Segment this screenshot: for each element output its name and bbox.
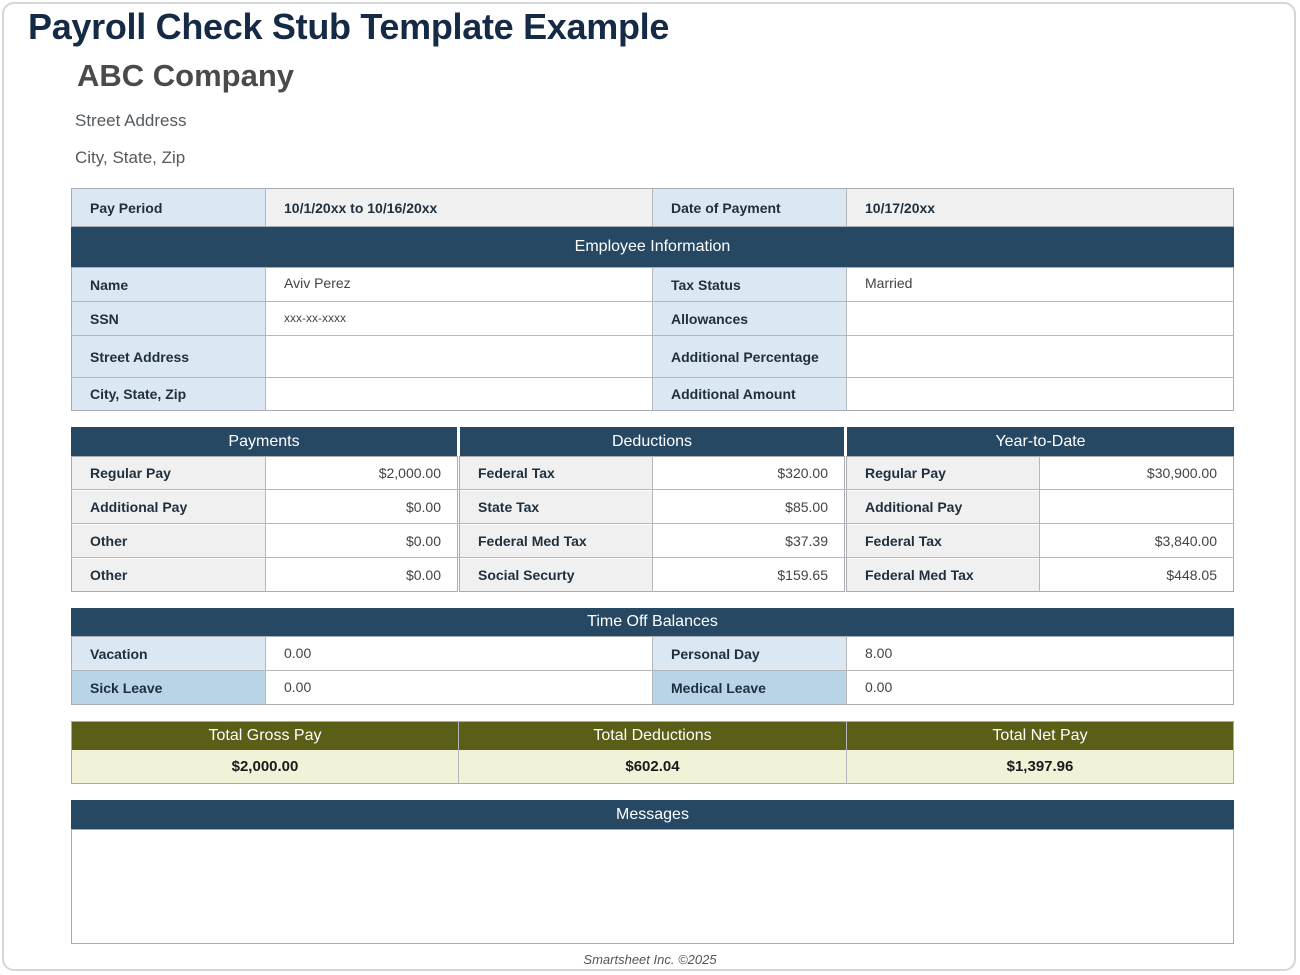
deductions-row-value[interactable]: $37.39 <box>785 533 828 549</box>
employee-grid-divider <box>846 267 847 411</box>
vacation-label: Vacation <box>72 637 265 670</box>
additional-amount-value[interactable] <box>847 378 1233 410</box>
employee-street-value[interactable] <box>266 336 652 377</box>
total-deductions-value[interactable]: $602.04 <box>459 750 846 783</box>
tax-status-value[interactable]: Married <box>847 268 1233 301</box>
ytd-row-label: Additional Pay <box>847 491 1039 523</box>
deductions-row-value[interactable]: $159.65 <box>777 567 828 583</box>
deductions-row-label: Federal Med Tax <box>460 525 652 557</box>
time-off-header: Time Off Balances <box>71 608 1234 636</box>
deductions-row-value[interactable]: $320.00 <box>777 465 828 481</box>
employee-name-label: Name <box>72 268 265 301</box>
payments-row-value[interactable]: $0.00 <box>405 499 441 515</box>
allowances-label: Allowances <box>653 302 846 335</box>
messages-header: Messages <box>71 800 1234 829</box>
employee-city-value[interactable] <box>266 378 652 410</box>
table-grid-divider <box>71 489 1234 490</box>
total-net-pay-label: Total Net Pay <box>847 722 1233 750</box>
sick-leave-label: Sick Leave <box>72 671 265 704</box>
employee-city-label: City, State, Zip <box>72 378 265 410</box>
ytd-row-label: Federal Med Tax <box>847 559 1039 591</box>
ytd-row-value[interactable]: $3,840.00 <box>1154 533 1217 549</box>
date-of-payment-label: Date of Payment <box>652 189 846 226</box>
additional-amount-label: Additional Amount <box>653 378 846 410</box>
company-street-address[interactable]: Street Address <box>75 111 187 130</box>
totals-grid-divider <box>458 721 459 784</box>
deductions-row-label: State Tax <box>460 491 652 523</box>
employee-street-label: Street Address <box>72 336 265 377</box>
copyright-footer: Smartsheet Inc. ©2025 <box>583 952 717 967</box>
payments-row-label: Additional Pay <box>72 491 265 523</box>
sick-leave-value[interactable]: 0.00 <box>284 679 312 695</box>
date-of-payment-value[interactable]: 10/17/20xx <box>846 189 1233 226</box>
pay-period-value[interactable]: 10/1/20xx to 10/16/20xx <box>265 189 652 226</box>
employee-grid-divider <box>652 267 653 411</box>
deductions-row-label: Federal Tax <box>460 457 652 489</box>
table-grid-divider <box>652 456 653 592</box>
ytd-row-value[interactable] <box>1040 491 1233 523</box>
personal-day-value[interactable]: 8.00 <box>865 645 893 661</box>
deductions-header: Deductions <box>460 427 844 456</box>
employee-name-value[interactable]: Aviv Perez <box>266 268 652 301</box>
personal-day-label: Personal Day <box>653 637 846 670</box>
medical-leave-label: Medical Leave <box>653 671 846 704</box>
employee-grid-divider <box>71 301 1234 302</box>
employee-info-header: Employee Information <box>71 227 1234 267</box>
table-grid-divider <box>71 557 1234 558</box>
additional-percentage-value[interactable] <box>847 336 1233 377</box>
table-grid-divider <box>1039 456 1040 592</box>
time-off-grid-divider <box>71 670 1234 671</box>
deductions-row-value[interactable]: $85.00 <box>785 499 828 515</box>
ytd-row-label: Regular Pay <box>847 457 1039 489</box>
payments-row-value[interactable]: $0.00 <box>405 533 441 549</box>
payments-row-label: Other <box>72 559 265 591</box>
deductions-row-label: Social Securty <box>460 559 652 591</box>
payments-row-label: Regular Pay <box>72 457 265 489</box>
table-grid-divider <box>265 456 266 592</box>
total-deductions-label: Total Deductions <box>459 722 846 750</box>
allowances-value[interactable] <box>847 302 1233 335</box>
payments-row-value[interactable]: $2,000.00 <box>378 465 441 481</box>
additional-percentage-label: Additional Percentage <box>653 336 846 377</box>
company-city-state-zip[interactable]: City, State, Zip <box>75 148 186 167</box>
employee-grid-divider <box>265 267 266 411</box>
ytd-header: Year-to-Date <box>847 427 1234 456</box>
document-title: Payroll Check Stub Template Example <box>28 6 670 47</box>
ytd-row-value[interactable]: $448.05 <box>1166 567 1217 583</box>
total-gross-pay-label: Total Gross Pay <box>72 722 458 750</box>
medical-leave-value[interactable]: 0.00 <box>865 679 893 695</box>
table-grid-divider <box>71 523 1234 524</box>
messages-body[interactable] <box>71 829 1234 944</box>
pay-period-label: Pay Period <box>72 189 265 226</box>
employee-grid-divider <box>71 335 1234 336</box>
company-name[interactable]: ABC Company <box>77 58 295 93</box>
tax-status-label: Tax Status <box>653 268 846 301</box>
total-net-pay-value[interactable]: $1,397.96 <box>847 750 1233 783</box>
payments-header: Payments <box>71 427 457 456</box>
ytd-row-value[interactable]: $30,900.00 <box>1146 465 1217 481</box>
employee-grid-divider <box>71 377 1234 378</box>
total-gross-pay-value[interactable]: $2,000.00 <box>72 750 458 783</box>
vacation-value[interactable]: 0.00 <box>284 645 312 661</box>
payments-row-label: Other <box>72 525 265 557</box>
payments-row-value[interactable]: $0.00 <box>405 567 441 583</box>
totals-grid-divider <box>846 721 847 784</box>
ssn-label: SSN <box>72 302 265 335</box>
ytd-row-label: Federal Tax <box>847 525 1039 557</box>
ssn-value[interactable]: xxx-xx-xxxx <box>266 302 652 335</box>
